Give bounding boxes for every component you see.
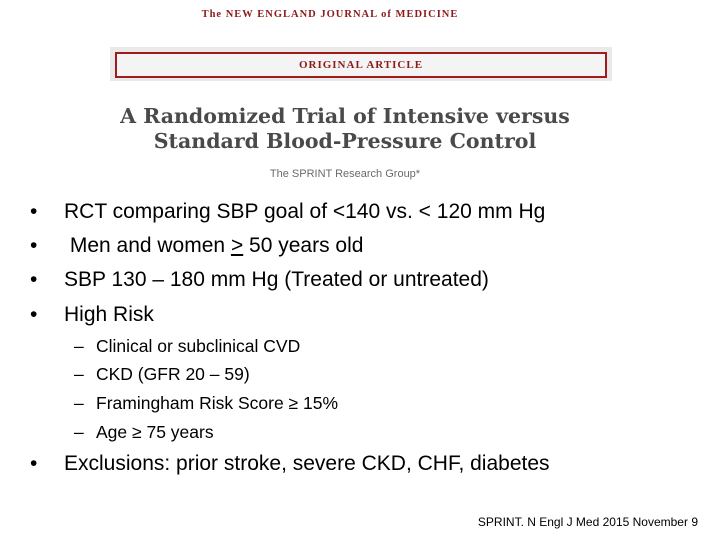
bullet-marker: • xyxy=(30,303,38,326)
sub-bullet-text: Age ≥ 75 years xyxy=(96,422,214,442)
greater-equal-symbol: > xyxy=(230,234,244,257)
citation: SPRINT. N Engl J Med 2015 November 9 xyxy=(477,515,698,529)
bullet-text: Exclusions: prior stroke, severe CKD, CHF, diabetes xyxy=(64,452,550,475)
dash-marker: – xyxy=(74,393,84,413)
bullet-marker: • xyxy=(30,200,38,223)
article-type-label: ORIGINAL ARTICLE xyxy=(298,59,424,71)
bullet-text: RCT comparing SBP goal of <140 vs. < 120 mm Hg xyxy=(64,200,546,223)
article-title: A Randomized Trial of Intensive versus Standard Blood-Pressure Control xyxy=(120,104,570,153)
bullet-text: SBP 130 – 180 mm Hg (Treated or untreated) xyxy=(64,268,489,291)
bullet-text-part: Men and women xyxy=(64,234,231,257)
bullet-marker: • xyxy=(30,234,38,257)
bullet-text xyxy=(64,234,363,258)
journal-header: The NEW ENGLAND JOURNAL of MEDICINE xyxy=(201,9,459,20)
sub-bullet-text: CKD (GFR 20 – 59) xyxy=(96,364,250,384)
dash-marker: – xyxy=(74,336,84,356)
bullet-text: High Risk xyxy=(64,303,154,326)
sub-bullet-text: Clinical or subclinical CVD xyxy=(96,336,301,356)
bullet-text-part: 50 years old xyxy=(243,234,364,257)
article-authors: The SPRINT Research Group* xyxy=(269,168,421,180)
sub-bullet-text: Framingham Risk Score ≥ 15% xyxy=(96,393,339,413)
bullet-marker: • xyxy=(30,268,38,291)
dash-marker: – xyxy=(74,364,84,384)
bullet-marker: • xyxy=(30,452,38,475)
dash-marker: – xyxy=(74,422,84,442)
